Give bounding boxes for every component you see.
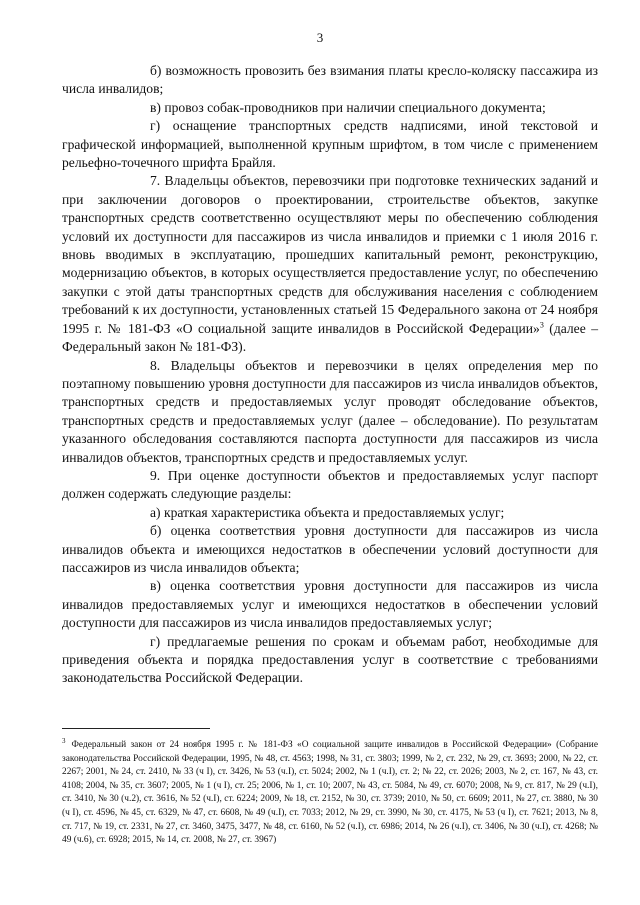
paragraph-number: 9. — [150, 467, 161, 483]
paragraph-g-proposed-solutions — [62, 633, 598, 688]
paragraph-marker: г) — [150, 633, 161, 649]
footnote-marker: 3 — [62, 736, 66, 745]
footnote-reference[interactable]: 3 — [539, 320, 544, 330]
paragraph-text: оценка соответствия уровня доступности для пассажиров из числа инвалидов объекта и имеющихся недостатков в обеспечении условий доступности для пассажиров из числа инвалидов объекта; — [62, 523, 598, 575]
paragraph-marker: б) — [150, 63, 162, 78]
paragraph-v-services-assessment — [62, 577, 598, 632]
paragraph-number: 7. — [150, 173, 161, 189]
paragraph-text-tail: (далее – Федеральный закон № 181-ФЗ). — [62, 320, 599, 355]
paragraph-marker: в) — [150, 578, 161, 594]
paragraph-7-owners-measures — [62, 172, 598, 356]
paragraph-9-passport — [62, 467, 598, 504]
paragraph-marker: г) — [150, 118, 161, 134]
paragraph-a-characteristics — [62, 504, 598, 522]
paragraph-text: При оценке доступности объектов и предоставляемых услуг паспорт должен содержать следующие разделы: — [62, 467, 598, 502]
paragraph-text: провоз собак-проводников при наличии специального документа; — [164, 99, 546, 115]
paragraph-text: оценка соответствия уровня доступности для пассажиров из числа инвалидов предоставляемых услуг и имеющихся недостатков в обеспечении условий доступности для пассажиров из числа инвалидов предоставляемых услуг; — [62, 578, 598, 631]
paragraph-marker: а) — [150, 504, 161, 520]
footnote-divider — [62, 728, 210, 729]
paragraph-b-wheelchair — [62, 62, 598, 99]
paragraph-number: 8. — [150, 357, 161, 373]
paragraph-text: краткая характеристика объекта и предоставляемых услуг; — [163, 504, 505, 520]
paragraph-text: возможность провозить без взимания платы кресло-коляску пассажира из числа инвалидов; — [62, 63, 598, 97]
paragraph-text: предлагаемые решения по срокам и объемам работ, необходимые для приведения объекта и порядка предоставления услуг в соответствие с требованиями законодательства Российской Федерации. — [62, 633, 599, 686]
paragraph-marker: б) — [150, 523, 162, 539]
paragraph-marker: в) — [150, 99, 161, 115]
footnote — [62, 736, 598, 848]
document-body — [62, 62, 598, 688]
paragraph-text: оснащение транспортных средств надписями, иной текстовой и графической информацией, выполненной крупным шрифтом, в том числе с применением рельефно-точечного шрифта Брайля. — [62, 118, 598, 171]
paragraph-b-object-assessment — [62, 522, 598, 577]
paragraph-text: Владельцы объектов и перевозчики в целях определения мер по поэтапному повышению уровня доступности для пассажиров из числа инвалидов объектов, транспортных средств и предоставляемых услуг проводят обследование объектов, транспортных средств и предоставляемых услуг (далее – обследование). По результатам указанного обследования составляются паспорта доступности для пассажиров из числа инвалидов объектов, транспортных средств и предоставляемых услуг. — [62, 357, 598, 465]
paragraph-g-braille — [62, 117, 598, 172]
page-number: 3 — [316, 30, 324, 45]
footnote-text: Федеральный закон от 24 ноября 1995 г. № 181-ФЗ «О социальной защите инвалидов в Российской Федерации» (Собрание законодательства Российской Федерации, 1995, № 48, ст. 4563; 1998, № 31, ст. 3803; 1999, № 2, ст. 232, № 29, ст. 3693; 2000, № 22, ст. 2267; 2001, № 24, ст. 2410, № 33 (ч I), ст. 3426, № 53 (ч.I), ст. 5024; 2002, № 1 (ч.I), ст. 2; № 22, ст. 2026; 2003, № 2, ст. 167, № 43, ст. 4108; 2004, № 35, ст. 3607; 2005, № 1 (ч I), ст. 25; 2006, № 1, ст. 10; 2007, № 43, ст. 5084, № 49, ст. 6070; 2008, № 9, ст. 817, № 29 (ч.I), ст. 3410, № 30 (ч.2), ст. 3616, № 52 (ч.I), ст. 6224; 2009, № 18, ст. 2152, № 30, ст. 3739; 2010, № 50, ст. 6609; 2011, № 27, ст. 3880, № 30 (ч I), ст. 4596, № 45, ст. 6329, № 47, ст. 6608, № 49 (ч.I), ст. 7033; 2012, № 29, ст. 3990, № 30, ст. 4175, № 53 (ч I), ст. 7621; 2013, № 8, ст. 717, № 19, ст. 2331, № 27, ст. 3460, 3475, 3477, № 48, ст. 6160, № 52 (ч.I), ст. 6986; 2014, № 26 (ч.I), ст. 3406, № 30 (ч.I), ст. 4268; № 49 (ч.6), ст. 6928; 2015, № 14, ст. 2008, № 27, ст. 3967) — [62, 740, 598, 846]
paragraph-text: Владельцы объектов, перевозчики при подготовке технических заданий и при заключении договоров о проектировании, строительстве объектов, закупке транспортных средств соответственно осуществляют меры по обеспечению соблюдения условий их доступности для пассажиров из числа инвалидов и приемки с 1 июля 2016 г. вновь вводимых в эксплуатацию, прошедших капитальный ремонт, реконструкцию, модернизацию объектов, в которых осуществляется предоставление услуг, по обеспечению закупки с этой даты транспортных средств для обслуживания населения с соблюдением требований к их доступности, установленных статьей 15 Федерального закона от 24 ноября 1995 г. № 181-ФЗ «О социальной защите инвалидов в Российской Федерации» — [62, 173, 599, 336]
paragraph-8-survey — [62, 357, 598, 467]
paragraph-v-guide-dogs — [62, 99, 598, 117]
